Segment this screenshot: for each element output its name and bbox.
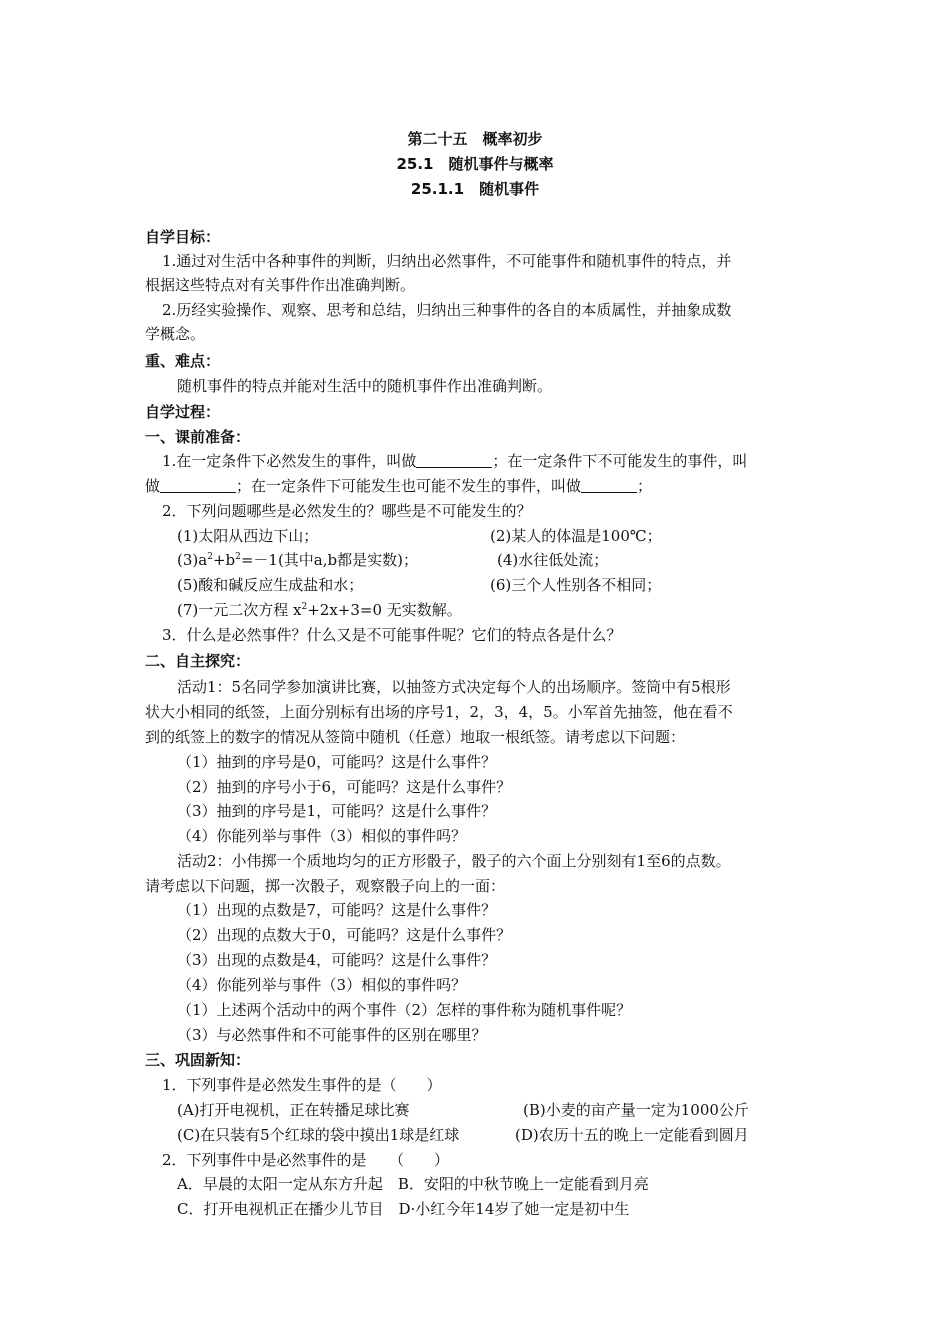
prep-q1-text-1: 1.在一定条件下必然发生的事件，叫做 [162, 452, 417, 470]
option-3-text-c: =－1(其中a,b都是实数)； [240, 551, 418, 569]
consolidate-question-2: 2．下列事件中是必然事件的是 （ ） [162, 1151, 450, 1169]
question-2-options-cd: C．打开电视机正在播少儿节目 D·小红今年14岁了她一定是初中生 [177, 1200, 630, 1218]
superscript: 2 [207, 552, 213, 562]
prep-q1-text-3: 做 [145, 477, 161, 495]
activity-2-question-4: （4）你能列举与事件（3）相似的事件吗？ [177, 976, 467, 994]
option-3-text-b: +b [212, 551, 236, 569]
objective-2-line-2: 学概念。 [145, 325, 206, 343]
prep-q2-option-6: (6)三个人性别各不相同； [490, 576, 662, 594]
prep-q1-line-1 [162, 451, 747, 471]
consolidate-question-1: 1．下列事件是必然发生事件的是（ ） [162, 1076, 442, 1094]
activity-2-question-2: （2）出现的点数大于0，可能吗？这是什么事件？ [177, 926, 512, 944]
superscript: 2 [301, 602, 308, 612]
keypoints-heading: 重、难点： [145, 352, 221, 370]
activity-1-question-3: （3）抽到的序号是1，可能吗？这是什么事件？ [177, 802, 497, 820]
activity-2-question-3: （3）出现的点数是4，可能吗？这是什么事件？ [177, 951, 497, 969]
question-2-options-ab: A．早晨的太阳一定从东方升起 B．安阳的中秋节晚上一定能看到月亮 [177, 1175, 649, 1193]
prep-q2-option-3 [177, 550, 418, 570]
prep-q2-option-7 [177, 600, 462, 620]
chapter-title: 第二十五 概率初步 [407, 130, 543, 148]
summary-question-2: （3）与必然事件和不可能事件的区别在哪里？ [177, 1026, 487, 1044]
activity-1-question-1: （1）抽到的序号是0，可能吗？这是什么事件？ [177, 753, 497, 771]
superscript: 2 [235, 552, 241, 562]
question-1-option-d: (D)农历十五的晚上一定能看到圆月 [515, 1126, 749, 1144]
summary-question-1: （1）上述两个活动中的两个事件（2）怎样的事件称为随机事件呢？ [177, 1001, 632, 1019]
objective-1-line-1: 1.通过对生活中各种事件的判断，归纳出必然事件，不可能事件和随机事件的特点，并 [162, 252, 732, 270]
prep-q2: 2．下列问题哪些是必然发生的？哪些是不可能发生的？ [162, 502, 532, 520]
prep-q2-option-5: (5)酸和碱反应生成盐和水； [177, 576, 364, 594]
question-1-option-c: (C)在只装有5个红球的袋中摸出1球是红球 [177, 1126, 460, 1144]
option-3-text-a: (3)a [177, 551, 208, 569]
option-7-text-a: (7)一元二次方程 x [177, 601, 302, 619]
prep-q1-text-5: ； [637, 477, 653, 495]
activity-1-line-2: 状大小相同的纸签，上面分别标有出场的序号1，2，3，4，5。小军首先抽签，他在看不 [145, 703, 733, 721]
answer-blank-1[interactable] [416, 453, 492, 468]
prep-q3: 3．什么是必然事件？什么又是不可能事件呢？它们的特点各是什么？ [162, 626, 622, 644]
prep-q1-text-4: ；在一定条件下可能发生也可能不发生的事件，叫做 [236, 477, 582, 495]
objectives-heading: 自学目标： [145, 228, 221, 246]
keypoints-text: 随机事件的特点并能对生活中的随机事件作出准确判断。 [177, 377, 553, 395]
activity-1-question-4: （4）你能列举与事件（3）相似的事件吗？ [177, 827, 467, 845]
objective-2-line-1: 2.历经实验操作、观察、思考和总结，归纳出三种事件的各自的本质属性，并抽象成数 [162, 301, 732, 319]
process-heading: 自学过程： [145, 403, 221, 421]
answer-blank-2[interactable] [160, 478, 236, 493]
option-7-text-b: +2x+3=0 无实数解。 [307, 601, 462, 619]
prep-q1-line-2 [145, 476, 652, 496]
prep-q2-option-1: (1)太阳从西边下山； [177, 527, 319, 545]
section-title: 25.1 随机事件与概率 [396, 155, 554, 173]
activity-2-question-1: （1）出现的点数是7，可能吗？这是什么事件？ [177, 901, 497, 919]
answer-blank-3[interactable] [581, 478, 637, 493]
activity-1-question-2: （2）抽到的序号小于6，可能吗？这是什么事件？ [177, 778, 512, 796]
question-1-option-a: (A)打开电视机，正在转播足球比赛 [177, 1101, 410, 1119]
activity-2-line-1: 活动2：小伟掷一个质地均匀的正方形骰子，骰子的六个面上分别刻有1至6的点数。 [177, 852, 731, 870]
question-1-option-b: (B)小麦的亩产量一定为1000公斤 [523, 1101, 749, 1119]
prep-q1-text-2: ；在一定条件下不可能发生的事件，叫 [492, 452, 748, 470]
objective-1-line-2: 根据这些特点对有关事件作出准确判断。 [145, 276, 416, 294]
prep-q2-option-4: (4)水往低处流； [497, 551, 609, 569]
subsection-title: 25.1.1 随机事件 [410, 180, 540, 198]
prep-heading: 一、课前准备： [145, 428, 251, 446]
activity-1-line-3: 到的纸签上的数字的情况从签筒中随机（任意）地取一根纸签。请考虑以下问题： [145, 728, 686, 746]
activity-1-line-1: 活动1：5名同学参加演讲比赛，以抽签方式决定每个人的出场顺序。签筒中有5根形 [177, 678, 731, 696]
prep-q2-option-2: (2)某人的体温是100℃； [490, 527, 662, 545]
activity-2-line-2: 请考虑以下问题，掷一次骰子，观察骰子向上的一面： [145, 877, 506, 895]
explore-heading: 二、自主探究： [145, 652, 251, 670]
consolidate-heading: 三、巩固新知： [145, 1051, 251, 1069]
